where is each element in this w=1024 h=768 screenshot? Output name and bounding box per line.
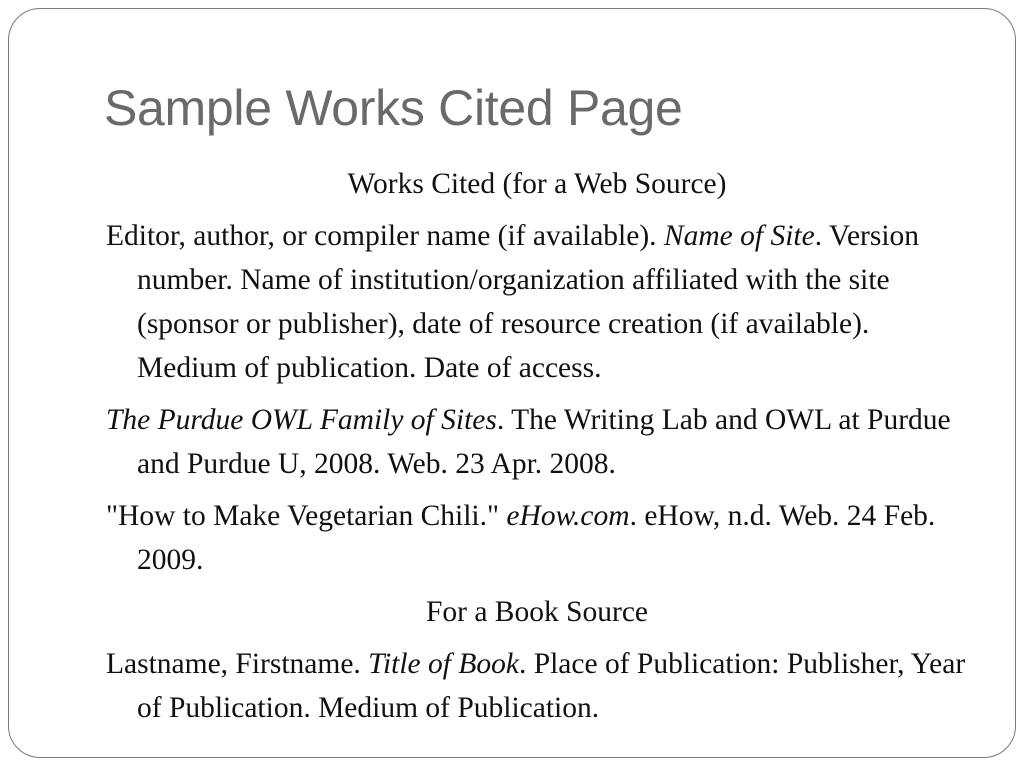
slide-body [106, 162, 968, 738]
citation-text: Lastname, Firstname. [106, 648, 369, 680]
citation-site-name: The Purdue OWL Family of Sites [106, 404, 497, 436]
citation-template-book [106, 642, 968, 730]
citation-text: . eHow, n.d. Web. 24 Feb. 2009. [137, 500, 936, 576]
citation-example-ehow [106, 494, 968, 582]
citation-text: . Version number. Name of institution/organization affiliated with the site (sponsor or publisher), date of resource creation (if available). Medium of publication. Date of access. [137, 220, 920, 384]
web-source-heading: Works Cited (for a Web Source) [347, 168, 727, 200]
citation-text: "How to Make Vegetarian Chili." [106, 500, 507, 532]
citation-text: Editor, author, or compiler name (if available). [106, 220, 664, 252]
citation-book-title: Title of Book [368, 648, 519, 680]
citation-site-name: Name of Site [663, 220, 815, 252]
citation-template-web [106, 214, 968, 390]
citation-site-name: eHow.com [506, 500, 630, 532]
book-source-heading: For a Book Source [425, 596, 649, 628]
citation-example-purdue-owl [106, 398, 968, 486]
citation-text: . Place of Publication: Publisher, Year of Publication. Medium of Publication. [137, 648, 966, 724]
citation-text: . The Writing Lab and OWL at Purdue and Purdue U, 2008. Web. 23 Apr. 2008. [137, 404, 951, 480]
slide-title: Sample Works Cited Page [104, 80, 683, 136]
